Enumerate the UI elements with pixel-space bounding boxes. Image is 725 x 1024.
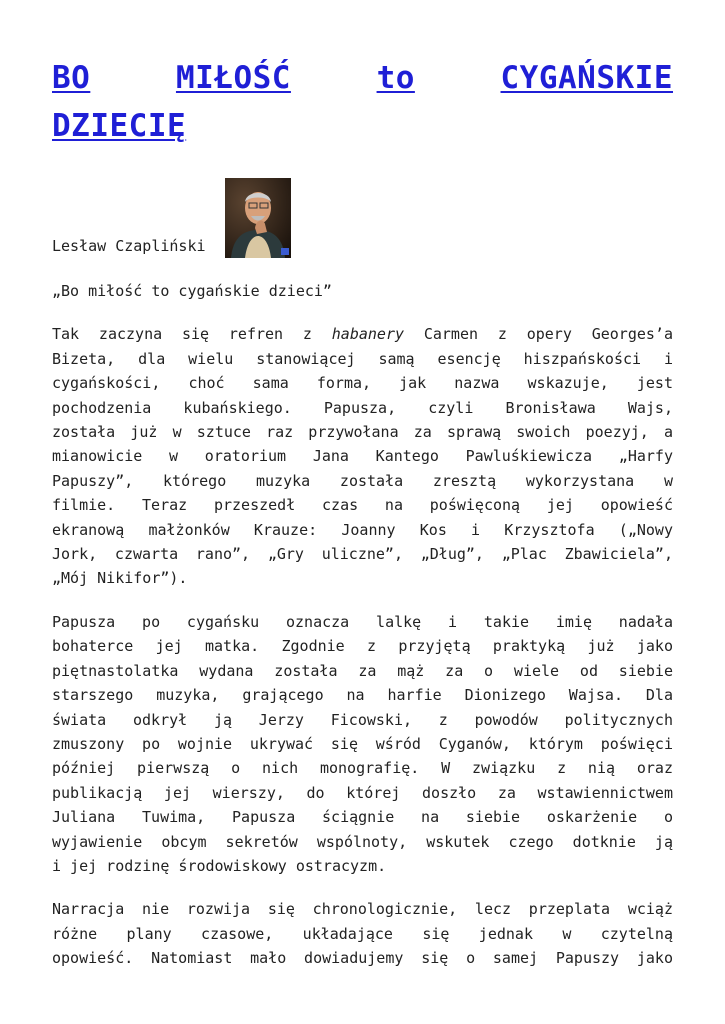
title-word: MIŁOŚĆ [175,60,291,96]
paragraph-3 [52,897,673,970]
paragraph-line: wyjawienie obcym sekretów wspólnoty, wskutek czego dotknie ją [52,832,673,851]
title-word: to [376,60,415,96]
paragraph-line: różne plany czasowe, układające się jednak w czytelną [52,924,673,943]
paragraph-line: pochodzenia kubańskiego. Papusza, czyli Bronisława Wajs, [52,398,673,417]
title-word: CYGAŃSKIE [500,60,673,96]
paragraph-line: filmie. Teraz przeszedł czas na poświęconą jej opowieść [52,496,673,515]
author-name: Lesław Czapliński [52,237,206,255]
emphasis-habanery: habanery [331,325,405,344]
title-word: BO [52,60,91,96]
paragraph-line: i jej rodzinę środowiskowy ostracyzm. [52,856,387,875]
paragraph-line: Jork, czwarta rano”, „Gry uliczne”, „Dług”, „Plac Zbawiciela”, [52,545,673,564]
paragraph-line: piętnastolatka wydana została za mąż za o wiele od siebie [52,661,673,680]
paragraph-line: „Mój Nikifor”). [52,569,188,588]
paragraph-line: Papusza po cygańsku oznacza lalkę i takie imię nadała [52,612,673,631]
paragraph-line: zmuszony po wojnie ukrywać się wśród Cyganów, którym poświęci [52,734,673,753]
paragraph-line: ekranową małżonków Krauze: Joanny Kos i Krzysztofa („Nowy [52,520,673,539]
paragraph-line: Papuszy”, którego muzyka została zresztą wykorzystana w [52,471,673,490]
article-title [52,54,673,150]
paragraph-line: publikacją jej wierszy, do której doszło za wstawiennictwem [52,783,673,802]
article [52,54,673,971]
opening-quote: „Bo miłość to cygańskie dzieci” [52,282,332,300]
paragraph-line: została już w sztuce raz przywołana za sprawą swoich poezyj, a [52,423,673,442]
paragraph-line: Bizeta, dla wielu stanowiącej samą esencję hiszpańskości i [52,349,673,368]
paragraph-line: mianowicie w oratorium Jana Kantego Pawluśkiewicza „Harfy [52,447,673,466]
paragraph-line: cygańskości, choć sama forma, jak nazwa wskazuje, jest [52,374,673,393]
article-title-link-line2[interactable]: DZIECIĘ [52,108,187,144]
paragraph-line: Tak zaczyna się refren z habanery Carmen z opery Georges’a [52,325,673,344]
paragraph-line: Juliana Tuwima, Papusza ściągnie na siebie oskarżenie o [52,808,673,827]
author-photo [225,178,291,258]
author-row [52,176,673,258]
paragraph-line: później pierwszą o nich monografię. W związku z nią oraz [52,759,673,778]
paragraph-line: bohaterce jej matka. Zgodnie z przyjętą praktyką już jako [52,637,673,656]
paragraph-line: opowieść. Natomiast mało dowiadujemy się o samej Papuszy jako [52,949,673,968]
author-portrait-image [225,178,291,258]
paragraph-2 [52,610,673,878]
paragraph-1 [52,322,673,590]
article-title-link[interactable] [52,54,673,102]
paragraph-line: starszego muzyka, grającego na harfie Dionizego Wajsa. Dla [52,686,673,705]
paragraph-line: Narracja nie rozwija się chronologicznie, lecz przeplata wciąż [52,900,673,919]
paragraph-line: świata odkrył ją Jerzy Ficowski, z powodów politycznych [52,710,673,729]
